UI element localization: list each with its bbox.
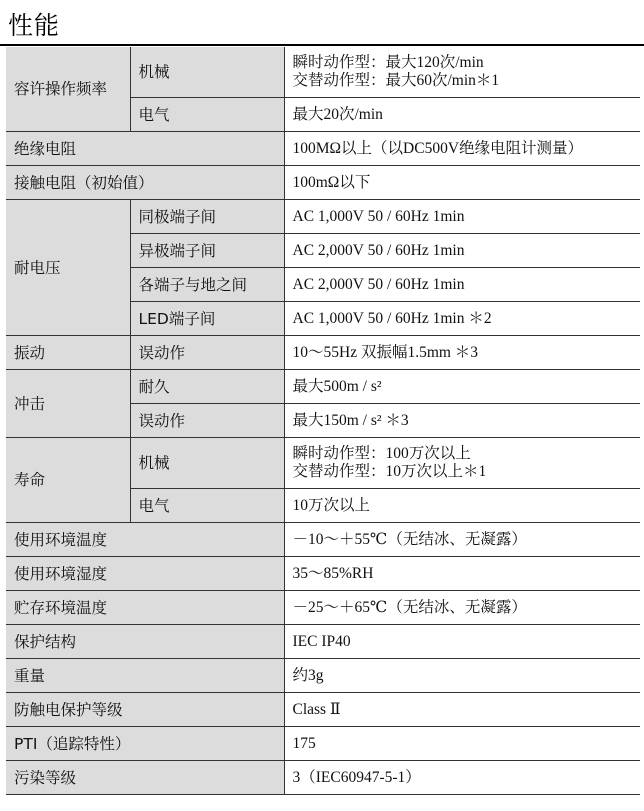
shock-class-label: 防触电保护等级 [6, 693, 284, 727]
shock-label: 冲击 [6, 370, 130, 438]
life-elec-label: 电气 [130, 489, 284, 523]
title-underline [0, 44, 644, 46]
insulation-value: 100MΩ以上（以DC500V绝缘电阻计测量） [284, 132, 640, 166]
shock-class-value: Class Ⅱ [284, 693, 640, 727]
op-freq-mech-label: 机械 [130, 47, 284, 98]
life-mech-line1: 瞬时动作型：100万次以上 [292, 445, 471, 462]
table-row [6, 47, 640, 98]
temp-label: 使用环境温度 [6, 523, 284, 557]
protection-label: 保护结构 [6, 625, 284, 659]
table-row [6, 370, 640, 404]
storage-label: 贮存环境温度 [6, 591, 284, 625]
table-row [6, 727, 640, 761]
life-label: 寿命 [6, 438, 130, 523]
humidity-value: 35～85%RH [284, 557, 640, 591]
op-freq-mech-value [284, 47, 640, 98]
pollution-label: 污染等级 [6, 761, 284, 795]
protection-value: IEC IP40 [284, 625, 640, 659]
shock-sub1-value: 最大500m / s² [284, 370, 640, 404]
weight-label: 重量 [6, 659, 284, 693]
contact-label: 接触电阻（初始值） [6, 166, 284, 200]
shock-sub1-label: 耐久 [130, 370, 284, 404]
vibration-sub-label: 误动作 [130, 336, 284, 370]
op-freq-label: 容许操作频率 [6, 47, 130, 132]
life-mech-label: 机械 [130, 438, 284, 489]
table-row [6, 523, 640, 557]
performance-table [6, 47, 640, 795]
op-freq-mech-line2: 交替动作型：最大60次/min＊1 [292, 72, 500, 89]
pollution-value: 3（IEC60947-5-1） [284, 761, 640, 795]
table-row [6, 625, 640, 659]
vibration-value: 10～55Hz 双振幅1.5mm ＊3 [284, 336, 640, 370]
table-row [6, 132, 640, 166]
withstand-sub2-value: AC 2,000V 50 / 60Hz 1min [284, 234, 640, 268]
withstand-sub3-label: 各端子与地之间 [130, 268, 284, 302]
op-freq-elec-value: 最大20次/min [284, 98, 640, 132]
table-row [6, 693, 640, 727]
pti-label: PTI（追踪特性） [6, 727, 284, 761]
withstand-sub2-label: 异极端子间 [130, 234, 284, 268]
page-title: 性能 [8, 11, 61, 40]
table-row [6, 557, 640, 591]
storage-value: －25～＋65℃（无结冰、无凝露） [284, 591, 640, 625]
table-row [6, 591, 640, 625]
op-freq-mech-line1: 瞬时动作型：最大120次/min [292, 54, 484, 71]
withstand-sub4-value: AC 1,000V 50 / 60Hz 1min ＊2 [284, 302, 640, 336]
vibration-label: 振动 [6, 336, 130, 370]
life-mech-line2: 交替动作型：10万次以上＊1 [292, 463, 487, 480]
life-elec-value: 10万次以上 [284, 489, 640, 523]
humidity-label: 使用环境湿度 [6, 557, 284, 591]
insulation-label: 绝缘电阻 [6, 132, 284, 166]
withstand-sub1-label: 同极端子间 [130, 200, 284, 234]
shock-sub2-label: 误动作 [130, 404, 284, 438]
withstand-sub3-value: AC 2,000V 50 / 60Hz 1min [284, 268, 640, 302]
op-freq-elec-label: 电气 [130, 98, 284, 132]
table-row [6, 166, 640, 200]
withstand-label: 耐电压 [6, 200, 130, 336]
withstand-sub4-label: LED端子间 [130, 302, 284, 336]
contact-value: 100mΩ以下 [284, 166, 640, 200]
table-row [6, 761, 640, 795]
shock-sub2-value: 最大150m / s² ＊3 [284, 404, 640, 438]
life-mech-value [284, 438, 640, 489]
table-row [6, 438, 640, 489]
temp-value: －10～＋55℃（无结冰、无凝露） [284, 523, 640, 557]
table-row [6, 200, 640, 234]
pti-value: 175 [284, 727, 640, 761]
table-row [6, 659, 640, 693]
table-row [6, 336, 640, 370]
weight-value: 约3g [284, 659, 640, 693]
withstand-sub1-value: AC 1,000V 50 / 60Hz 1min [284, 200, 640, 234]
